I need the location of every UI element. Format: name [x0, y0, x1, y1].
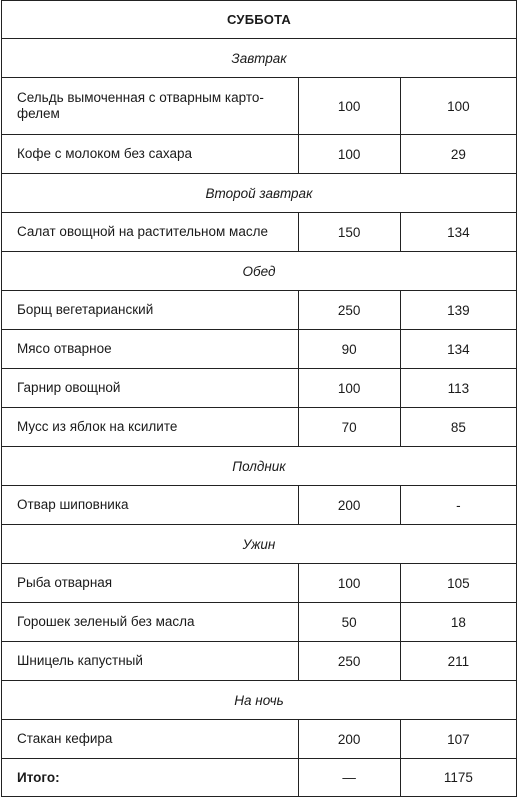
dish-kcal: 134 [400, 213, 516, 252]
dish-kcal: 100 [400, 78, 516, 135]
dish-kcal: 113 [400, 369, 516, 408]
table-row [2, 369, 517, 408]
table-row [2, 603, 517, 642]
table-row [2, 564, 517, 603]
dish-weight: 100 [298, 564, 400, 603]
section-title: Полдник [2, 447, 517, 486]
dish-name: Гарнир овощной [2, 369, 299, 408]
table-row [2, 720, 517, 759]
menu-body [2, 1, 517, 797]
dish-name: Сельдь вымоченная с отварным карто- фелем [2, 78, 299, 135]
dish-name: Отвар шиповника [2, 486, 299, 525]
table-row [2, 330, 517, 369]
section-row [2, 681, 517, 720]
dish-weight: 250 [298, 642, 400, 681]
dish-weight: 100 [298, 369, 400, 408]
dish-name: Рыба отварная [2, 564, 299, 603]
section-title: Обед [2, 252, 517, 291]
section-row [2, 447, 517, 486]
dish-kcal: 211 [400, 642, 516, 681]
dish-weight: 90 [298, 330, 400, 369]
dish-kcal: - [400, 486, 516, 525]
total-weight: — [298, 759, 400, 797]
dish-weight: 200 [298, 720, 400, 759]
section-title: Ужин [2, 525, 517, 564]
dish-weight: 70 [298, 408, 400, 447]
dish-weight: 50 [298, 603, 400, 642]
total-kcal: 1175 [400, 759, 516, 797]
dish-name: Мусс из яблок на ксилите [2, 408, 299, 447]
dish-weight: 100 [298, 135, 400, 174]
section-title: На ночь [2, 681, 517, 720]
dish-name: Борщ вегетарианский [2, 291, 299, 330]
dish-weight: 200 [298, 486, 400, 525]
table-row [2, 642, 517, 681]
dish-kcal: 107 [400, 720, 516, 759]
section-title: Завтрак [2, 39, 517, 78]
dish-weight: 100 [298, 78, 400, 135]
dish-kcal: 29 [400, 135, 516, 174]
table-row [2, 291, 517, 330]
dish-weight: 150 [298, 213, 400, 252]
menu-table [1, 0, 517, 797]
dish-kcal: 139 [400, 291, 516, 330]
table-row [2, 213, 517, 252]
dish-name: Стакан кефира [2, 720, 299, 759]
dish-kcal: 134 [400, 330, 516, 369]
table-row [2, 135, 517, 174]
table-row [2, 486, 517, 525]
section-row [2, 252, 517, 291]
total-label: Итого: [2, 759, 299, 797]
dish-name: Салат овощной на растительном масле [2, 213, 299, 252]
dish-name: Кофе с молоком без сахара [2, 135, 299, 174]
table-row [2, 408, 517, 447]
dish-kcal: 105 [400, 564, 516, 603]
total-row [2, 759, 517, 797]
dish-name: Мясо отварное [2, 330, 299, 369]
table-row [2, 78, 517, 135]
title-row [2, 1, 517, 39]
section-row [2, 174, 517, 213]
dish-weight: 250 [298, 291, 400, 330]
day-title: СУББОТА [2, 1, 517, 39]
section-row [2, 39, 517, 78]
section-title: Второй завтрак [2, 174, 517, 213]
dish-kcal: 85 [400, 408, 516, 447]
dish-kcal: 18 [400, 603, 516, 642]
section-row [2, 525, 517, 564]
dish-name: Шницель капустный [2, 642, 299, 681]
dish-name: Горошек зеленый без масла [2, 603, 299, 642]
